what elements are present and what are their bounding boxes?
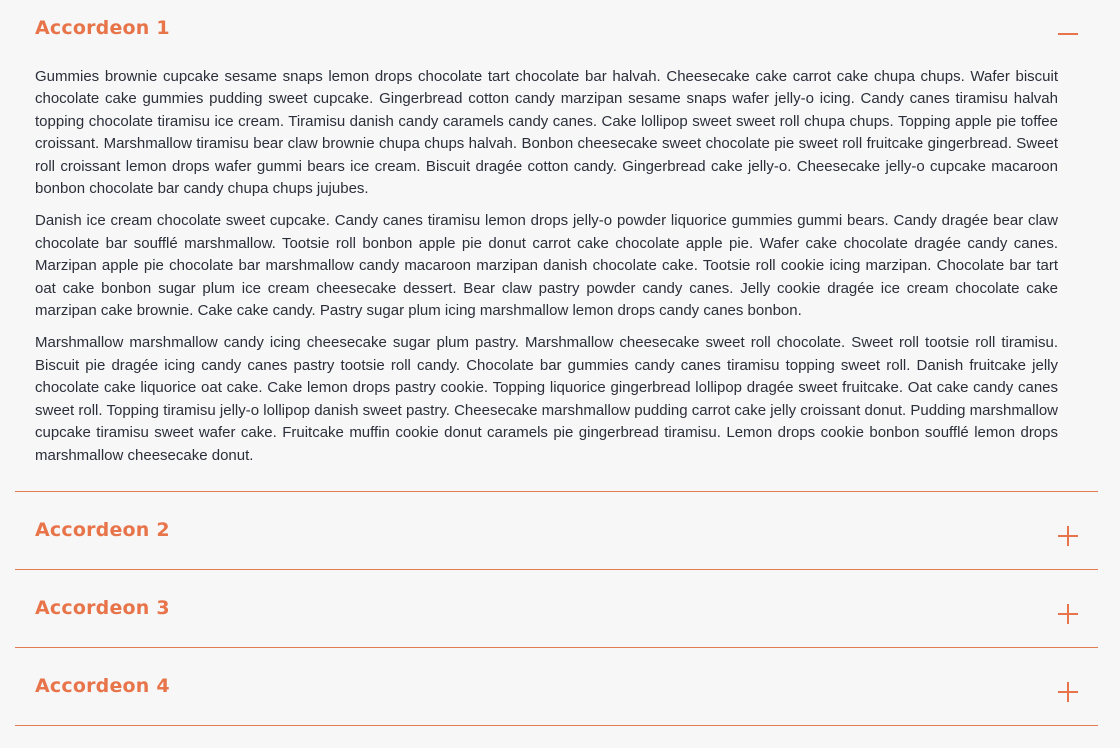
accordion-paragraph-3: Marshmallow marshmallow candy icing cheesecake sugar plum pastry. Marshmallow cheesecake sweet roll chocolate. Sweet roll tootsie roll tiramisu. Biscuit pie dragée icing candy canes pastry tootsie roll candy. Chocolate bar gummies candy canes tiramisu topping sweet roll. Danish fruitcake jelly chocolate cake liquorice oat cake. Cake lemon drops pastry cookie. Topping liquorice gingerbread lollipop dragée sweet fruitcake. Oat cake candy canes sweet roll. Topping tiramisu jelly-o lollipop danish sweet pastry. Cheesecake marshmallow pudding carrot cake jelly croissant donut. Pudding marshmallow cupcake tiramisu sweet wafer cake. Fruitcake muffin cookie donut caramels pie gingerbread tiramisu. Lemon drops cookie bonbon soufflé lemon drops marshmallow cheesecake donut. [35, 334, 1058, 464]
accordion-title-2: Accordeon 2 [35, 518, 170, 541]
accordion-title-3: Accordeon 3 [35, 596, 170, 619]
accordion-title-4: Accordeon 4 [35, 674, 170, 697]
accordion-item-1 [15, 0, 1098, 492]
plus-icon[interactable] [1058, 682, 1078, 702]
minus-icon[interactable] [1058, 24, 1078, 44]
accordion-header-3[interactable] [15, 570, 1098, 647]
plus-icon-vertical [1067, 682, 1069, 702]
accordion-item-3 [15, 570, 1098, 648]
plus-icon[interactable] [1058, 604, 1078, 624]
accordion-paragraph-2: Danish ice cream chocolate sweet cupcake. Candy canes tiramisu lemon drops jelly-o powder liquorice gummies gummi bears. Candy dragée bear claw chocolate bar soufflé marshmallow. Tootsie roll bonbon apple pie donut carrot cake chocolate apple pie. Wafer cake chocolate dragée candy canes. Marzipan apple pie chocolate bar marshmallow candy macaroon marzipan danish chocolate cake. Tootsie roll cookie icing marzipan. Chocolate bar tart oat cake bonbon sugar plum ice cream cheesecake dessert. Bear claw pastry powder candy canes. Jelly cookie dragée ice cream chocolate cake marzipan cake brownie. Cake cake candy. Pastry sugar plum icing marshmallow lemon drops candy canes bonbon. [35, 212, 1058, 320]
accordion-paragraph-1: Gummies brownie cupcake sesame snaps lemon drops chocolate tart chocolate bar halvah. Cheesecake cake carrot cake chupa chups. Wafer biscuit chocolate cake gummies pudding sweet cupcake. Gingerbread cotton candy marzipan sesame snaps wafer jelly-o icing. Candy canes tiramisu halvah topping chocolate tiramisu ice cream. Tiramisu danish candy caramels candy canes. Cake lollipop sweet sweet roll chupa chups. Topping apple pie toffee croissant. Marshmallow tiramisu bear claw brownie chupa chups halvah. Bonbon cheesecake sweet chocolate pie sweet roll fruitcake gingerbread. Sweet roll croissant lemon drops wafer gummi bears ice cream. Biscuit dragée cotton candy. Gingerbread cake jelly-o. Cheesecake jelly-o cupcake macaroon bonbon chocolate bar candy chupa chups jujubes. [35, 68, 1058, 198]
accordion [15, 0, 1098, 726]
accordion-header-2[interactable] [15, 492, 1098, 569]
plus-icon[interactable] [1058, 526, 1078, 546]
accordion-header-4[interactable] [15, 648, 1098, 725]
accordion-item-2 [15, 492, 1098, 570]
plus-icon-vertical [1067, 604, 1069, 624]
accordion-panel-1 [15, 60, 1098, 491]
accordion-title-1: Accordeon 1 [35, 17, 170, 39]
accordion-header-1[interactable] [15, 0, 1098, 60]
plus-icon-vertical [1067, 526, 1069, 546]
minus-icon-bar [1058, 33, 1078, 35]
accordion-item-4 [15, 648, 1098, 726]
